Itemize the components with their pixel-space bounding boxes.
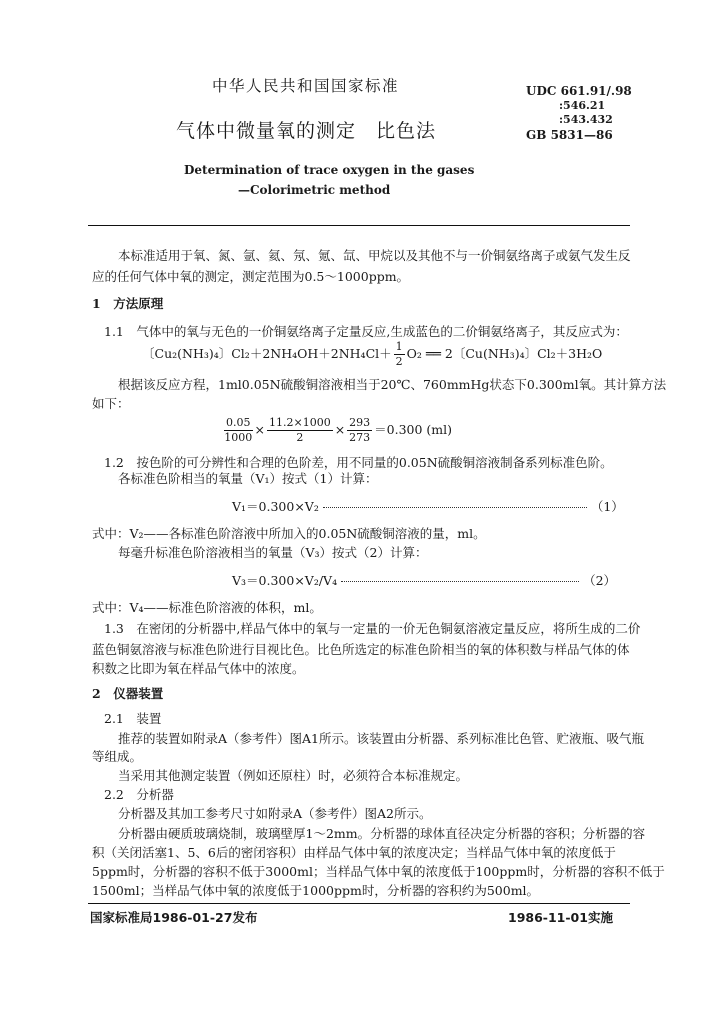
section-1-2-text-2: 各标准色阶相当的氧量（V₁）按式（1）计算：	[118, 471, 378, 486]
udc-code-line2: :546.21	[559, 99, 606, 112]
calc-text-line-1: 根据该反应方程，1ml0.05N硫酸铜溶液相当于20℃、760mmHg状态下0.300ml氧。其计算方法	[118, 377, 667, 392]
calc-result: ＝0.300 (ml)	[374, 422, 453, 437]
section-1-3-text: 1.3 在密闭的分析器中,样品气体中的氧与一定量的一价无色铜氨溶液定量反应，将所生成的二价	[104, 621, 641, 636]
issued-date: 国家标准局1986-01-27发布	[90, 910, 258, 925]
formula-1: V₁＝0.300×V₂ （1）	[232, 499, 624, 514]
calc-fraction-1: $\frac{0.05}{1000}$	[224, 416, 253, 444]
section-2-1-text: 推荐的装置如附录A（参考件）图A1所示。该装置由分析器、系列标准比色管、贮液瓶、吸气瓶	[118, 731, 645, 746]
section-2-heading: 2 仪器装置	[92, 686, 164, 701]
section-2-2-heading: 2.2 分析器	[104, 787, 174, 802]
header-divider	[88, 225, 630, 226]
section-2-2-text-4: 5ppm时，分析器的容积不低于3000ml；当样品气体中氧的浓度低于100ppm时，分析器的容积不低于	[92, 864, 665, 879]
where-clause-1: 式中：V₂——各标准色阶溶液中所加入的0.05N硫酸铜溶液的量，ml。	[92, 526, 486, 541]
formula-1-number: （1）	[590, 499, 624, 514]
section-2-2-text-3: 积（关闭活塞1、5、6后的密闭容积）由样品气体中氧的浓度决定；当样品气体中氧的浓度低于	[92, 845, 616, 860]
calc-fraction-3: $\frac{293}{273}$	[349, 416, 371, 444]
section-2-2-text-2: 分析器由硬质玻璃烧制，玻璃壁厚1～2mm。分析器的球体直径决定分析器的容积；分析器的容	[118, 826, 646, 841]
intro-line-1: 本标准适用于氧、氮、氩、氦、氖、氪、氙、甲烷以及其他不与一价铜氨络离子或氨气发生反	[118, 248, 631, 263]
reaction-equation	[142, 340, 602, 369]
formula-2-number: （2）	[583, 573, 617, 588]
formula-2: V₃＝0.300×V₂/V₄ （2）	[232, 573, 617, 588]
section-2-1-heading: 2.1 装置	[104, 711, 162, 726]
calc-expression: $\frac{0.05}{1000}$ × $\frac{11.2\times 1000}{2}$ × $\frac{293}{273}$ ＝0.300 (ml)	[224, 416, 453, 444]
section-2-1-text-2: 等组成。	[92, 749, 143, 764]
section-1-heading: 1 方法原理	[92, 296, 164, 311]
section-1-3-text-3: 积数之比即为氧在样品气体中的浓度。	[92, 661, 305, 676]
gb-number: GB 5831—86	[526, 128, 613, 142]
standard-organization: 中华人民共和国国家标准	[212, 77, 400, 95]
document-title-en: Determination of trace oxygen in the gases	[184, 163, 475, 177]
udc-code-line3: :543.432	[559, 113, 613, 126]
where-clause-2: 式中：V₄——标准色阶溶液的体积，ml。	[92, 600, 322, 615]
calc-fraction-2: $\frac{11.2\times 1000}{2}$	[268, 416, 331, 444]
section-1-3-text-2: 蓝色铜氨溶液与标准色阶进行目视比色。比色所选定的标准色阶相当的氧的体积数与样品气体的体	[92, 642, 630, 657]
equation-left: 〔Cu₂(NH₃)₄〕Cl₂＋2NH₄OH＋2NH₄Cl＋	[142, 346, 392, 361]
per-ml-text: 每毫升标准色阶溶液相当的氧量（V₃）按式（2）计算：	[118, 545, 428, 560]
calc-text-line-2: 如下：	[92, 396, 130, 411]
section-1-2-text: 1.2 按色阶的可分辨性和合理的色阶差，用不同量的0.05N硫酸铜溶液制备系列标准色阶。	[104, 455, 613, 470]
document-title-cn: 气体中微量氧的测定 比色法	[176, 120, 437, 142]
section-2-2-text-5: 1500ml；当样品气体中氧的浓度低于1000ppm时，分析器的容积约为500ml。	[92, 883, 540, 898]
section-1-1-text: 1.1 气体中的氧与无色的一价铜氨络离子定量反应,生成蓝色的二价铜氨络离子，其反应式为：	[104, 324, 628, 339]
equation-right: O₂ ══ 2〔Cu(NH₃)₄〕Cl₂＋3H₂O	[406, 346, 603, 361]
document-subtitle-en: —Colorimetric method	[238, 183, 391, 197]
udc-code: UDC 661.91/.98	[526, 84, 632, 98]
effective-date: 1986-11-01实施	[508, 910, 613, 925]
section-2-1-text-3: 当采用其他测定装置（例如还原柱）时，必须符合本标准规定。	[118, 768, 469, 783]
section-2-2-text: 分析器及其加工参考尺寸如附录A（参考件）图A2所示。	[118, 806, 432, 821]
equation-fraction: $\frac{1}{2}$	[395, 340, 403, 368]
intro-line-2: 应的任何气体中氧的测定，测定范围为0.5～1000ppm。	[92, 269, 410, 284]
footer-divider	[88, 903, 630, 904]
